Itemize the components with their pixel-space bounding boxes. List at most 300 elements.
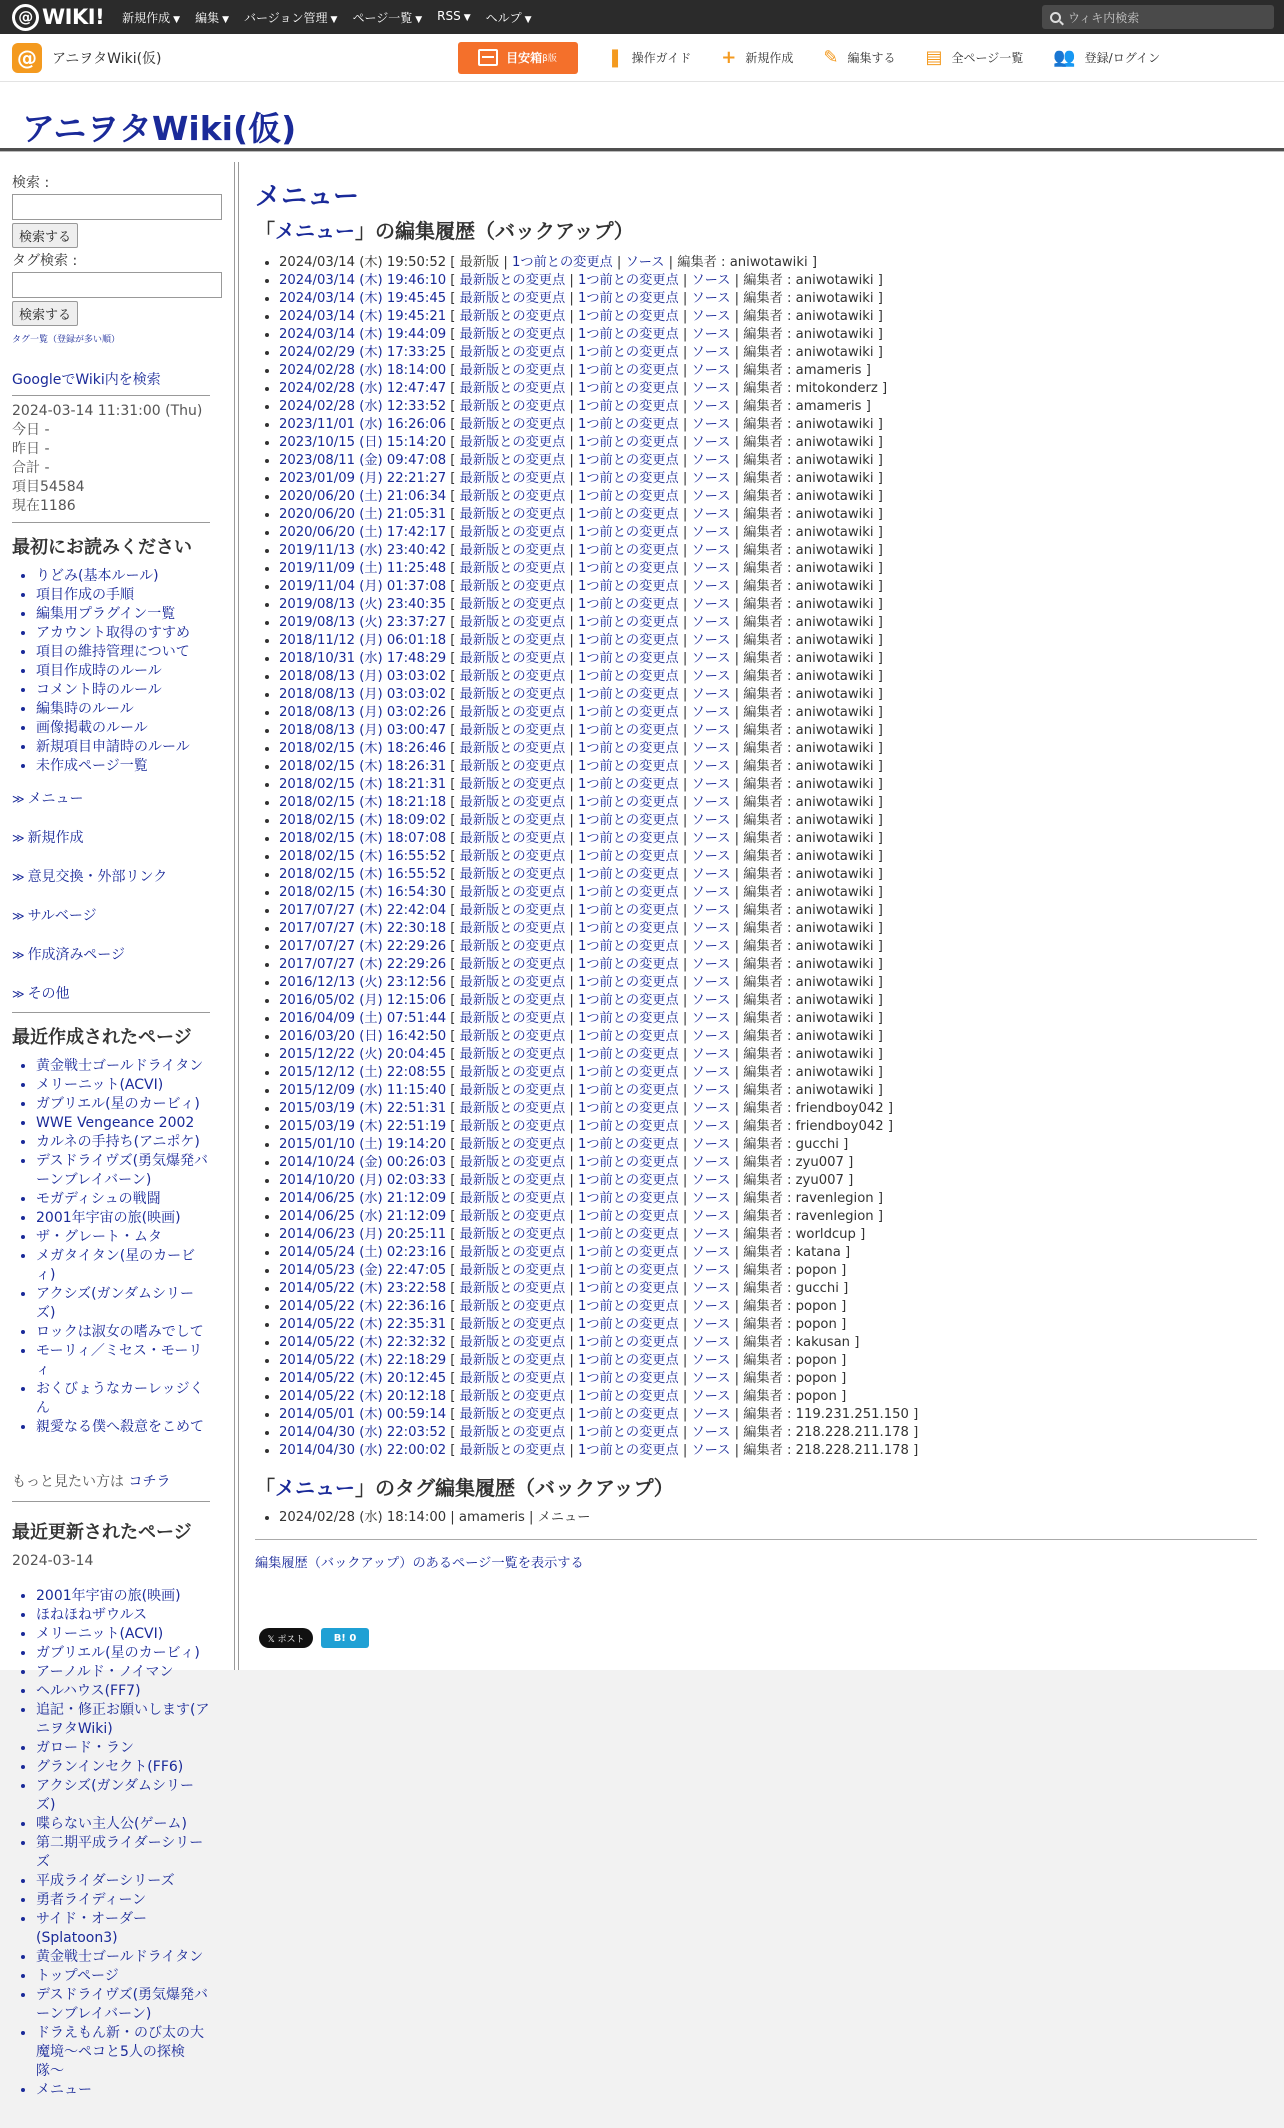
- history-date[interactable]: 2024/03/14 (木) 19:44:09: [279, 327, 447, 342]
- recent-updated-item[interactable]: • ガロード・ラン: [36, 1739, 212, 1758]
- history-date[interactable]: 2024/02/28 (水) 12:33:52: [279, 399, 447, 414]
- history-date[interactable]: 2018/02/15 (木) 18:09:02: [279, 813, 447, 828]
- diff-prev-link[interactable]: 1つ前との変更点: [577, 723, 679, 738]
- source-link[interactable]: ソース: [691, 1335, 731, 1350]
- diff-prev-link[interactable]: 1つ前との変更点: [577, 741, 679, 756]
- diff-prev-link[interactable]: 1つ前との変更点: [577, 903, 679, 918]
- top-menu-item[interactable]: [352, 9, 422, 26]
- diff-latest-link[interactable]: 最新版との変更点: [459, 903, 566, 918]
- read-first-item[interactable]: • 編集用プラグイン一覧: [36, 605, 212, 624]
- history-date[interactable]: 2024/03/14 (木) 19:45:45: [279, 291, 447, 306]
- source-link[interactable]: ソース: [691, 1047, 731, 1062]
- recent-created-item[interactable]: • 2001年宇宙の旅(映画): [36, 1209, 212, 1228]
- diff-prev-link[interactable]: 1つ前との変更点: [577, 1353, 679, 1368]
- history-date[interactable]: 2018/02/15 (木) 16:55:52: [279, 849, 447, 864]
- source-link[interactable]: ソース: [691, 1119, 731, 1134]
- read-first-item[interactable]: • 未作成ページ一覧: [36, 757, 212, 776]
- top-menu-item[interactable]: [195, 9, 229, 26]
- source-link[interactable]: ソース: [691, 1173, 731, 1188]
- history-date[interactable]: 2018/02/15 (木) 18:26:31: [279, 759, 447, 774]
- diff-latest-link[interactable]: 最新版との変更点: [459, 1407, 566, 1422]
- wiki-logo[interactable]: [12, 4, 104, 31]
- diff-prev-link[interactable]: 1つ前との変更点: [577, 1245, 679, 1260]
- diff-prev-link[interactable]: 1つ前との変更点: [577, 1173, 679, 1188]
- history-date[interactable]: 2024/03/14 (木) 19:45:21: [279, 309, 447, 324]
- top-menu-item[interactable]: [244, 9, 337, 26]
- diff-latest-link[interactable]: 最新版との変更点: [459, 579, 566, 594]
- read-first-item[interactable]: • 項目作成の手順: [36, 586, 212, 605]
- source-link[interactable]: ソース: [691, 471, 731, 486]
- diff-latest-link[interactable]: 最新版との変更点: [459, 867, 566, 882]
- read-first-item[interactable]: • アカウント取得のすすめ: [36, 624, 212, 643]
- diff-prev-link[interactable]: 1つ前との変更点: [577, 1119, 679, 1134]
- diff-prev-link[interactable]: 1つ前との変更点: [577, 957, 679, 972]
- source-link[interactable]: ソース: [691, 1137, 731, 1152]
- diff-latest-link[interactable]: 最新版との変更点: [459, 1209, 566, 1224]
- source-link[interactable]: ソース: [691, 795, 731, 810]
- history-date[interactable]: 2014/06/25 (水) 21:12:09: [279, 1209, 447, 1224]
- diff-latest-link[interactable]: 最新版との変更点: [459, 597, 566, 612]
- sidebar-section-toggle[interactable]: [12, 944, 212, 964]
- source-link[interactable]: ソース: [691, 993, 731, 1008]
- history-page-link[interactable]: メニュー: [275, 219, 355, 243]
- source-link[interactable]: ソース: [691, 1443, 731, 1458]
- diff-latest-link[interactable]: 最新版との変更点: [459, 1065, 566, 1080]
- source-link[interactable]: ソース: [691, 921, 731, 936]
- diff-prev-link[interactable]: 1つ前との変更点: [577, 1281, 679, 1296]
- diff-prev-link[interactable]: 1つ前との変更点: [577, 453, 679, 468]
- diff-latest-link[interactable]: 最新版との変更点: [459, 1101, 566, 1116]
- source-link[interactable]: ソース: [691, 939, 731, 954]
- diff-latest-link[interactable]: 最新版との変更点: [459, 417, 566, 432]
- history-date[interactable]: 2018/08/13 (月) 03:03:02: [279, 687, 447, 702]
- create-action[interactable]: [721, 47, 793, 68]
- history-date[interactable]: 2023/08/11 (金) 09:47:08: [279, 453, 447, 468]
- diff-latest-link[interactable]: 最新版との変更点: [459, 471, 566, 486]
- history-date[interactable]: 2016/05/02 (月) 12:15:06: [279, 993, 447, 1008]
- history-date[interactable]: 2024/02/28 (水) 18:14:00: [279, 363, 447, 378]
- diff-prev-link[interactable]: 1つ前との変更点: [577, 1137, 679, 1152]
- history-date[interactable]: 2014/05/22 (木) 23:22:58: [279, 1281, 447, 1296]
- diff-latest-link[interactable]: 最新版との変更点: [459, 1029, 566, 1044]
- history-date[interactable]: 2015/01/10 (土) 19:14:20: [279, 1137, 447, 1152]
- source-link[interactable]: ソース: [691, 507, 731, 522]
- diff-prev-link[interactable]: 1つ前との変更点: [577, 1101, 679, 1116]
- diff-latest-link[interactable]: 最新版との変更点: [459, 1047, 566, 1062]
- diff-prev-link[interactable]: 1つ前との変更点: [577, 813, 679, 828]
- recent-updated-item[interactable]: • メニュー: [36, 2081, 212, 2100]
- diff-prev-link[interactable]: 1つ前との変更点: [577, 489, 679, 504]
- history-date[interactable]: 2014/10/20 (月) 02:03:33: [279, 1173, 447, 1188]
- recent-updated-item[interactable]: • ヘルハウス(FF7): [36, 1682, 212, 1701]
- diff-latest-link[interactable]: 最新版との変更点: [459, 1191, 566, 1206]
- diff-prev-link[interactable]: 1つ前との変更点: [577, 507, 679, 522]
- google-search-link[interactable]: GoogleでWiki内を検索: [12, 372, 161, 388]
- diff-prev-link[interactable]: 1つ前との変更点: [577, 633, 679, 648]
- source-link[interactable]: ソース: [691, 867, 731, 882]
- source-link[interactable]: ソース: [691, 363, 731, 378]
- diff-prev-link[interactable]: 1つ前との変更点: [577, 867, 679, 882]
- diff-latest-link[interactable]: 最新版との変更点: [459, 1173, 566, 1188]
- history-date[interactable]: 2014/05/24 (土) 02:23:16: [279, 1245, 447, 1260]
- diff-prev-link[interactable]: 1つ前との変更点: [577, 561, 679, 576]
- source-link[interactable]: ソース: [691, 1389, 731, 1404]
- diff-prev-link[interactable]: 1つ前との変更点: [577, 1227, 679, 1242]
- read-first-item[interactable]: • 新規項目申請時のルール: [36, 738, 212, 757]
- source-link[interactable]: ソース: [691, 759, 731, 774]
- source-link[interactable]: ソース: [691, 957, 731, 972]
- source-link[interactable]: ソース: [691, 399, 731, 414]
- diff-prev-link[interactable]: 1つ前との変更点: [577, 579, 679, 594]
- diff-prev-link[interactable]: 1つ前との変更点: [577, 759, 679, 774]
- history-date[interactable]: 2014/05/22 (木) 20:12:18: [279, 1389, 447, 1404]
- history-date[interactable]: 2023/01/09 (月) 22:21:27: [279, 471, 447, 486]
- history-date[interactable]: 2017/07/27 (木) 22:29:26: [279, 939, 447, 954]
- history-date[interactable]: 2014/06/25 (水) 21:12:09: [279, 1191, 447, 1206]
- history-date[interactable]: 2018/08/13 (月) 03:02:26: [279, 705, 447, 720]
- hatena-bookmark-button[interactable]: B! 0: [321, 1628, 369, 1648]
- history-date[interactable]: 2015/12/09 (水) 11:15:40: [279, 1083, 447, 1098]
- history-date[interactable]: 2018/08/13 (月) 03:00:47: [279, 723, 447, 738]
- source-link[interactable]: ソース: [691, 831, 731, 846]
- recent-created-item[interactable]: • ザ・グレート・ムタ: [36, 1228, 212, 1247]
- site-search-input[interactable]: [1042, 5, 1274, 29]
- source-link[interactable]: ソース: [691, 489, 731, 504]
- diff-prev-link[interactable]: 1つ前との変更点: [577, 1155, 679, 1170]
- source-link[interactable]: ソース: [691, 1371, 731, 1386]
- diff-prev-link[interactable]: 1つ前との変更点: [577, 1389, 679, 1404]
- diff-latest-link[interactable]: 最新版との変更点: [459, 975, 566, 990]
- diff-latest-link[interactable]: 最新版との変更点: [459, 669, 566, 684]
- history-date[interactable]: 2020/06/20 (土) 21:05:31: [279, 507, 447, 522]
- diff-latest-link[interactable]: 最新版との変更点: [459, 435, 566, 450]
- source-link[interactable]: ソース: [691, 309, 731, 324]
- recent-updated-item[interactable]: • 黄金戦士ゴールドライタン: [36, 1948, 212, 1967]
- recent-created-item[interactable]: • モーリィ／ミセス・モーリィ: [36, 1342, 212, 1380]
- source-link[interactable]: ソース: [691, 1407, 731, 1422]
- history-date[interactable]: 2014/05/22 (木) 22:32:32: [279, 1335, 447, 1350]
- diff-prev-link[interactable]: 1つ前との変更点: [577, 975, 679, 990]
- recent-updated-item[interactable]: • 追記・修正お願いします(アニヲタWiki): [36, 1701, 212, 1739]
- diff-latest-link[interactable]: 最新版との変更点: [459, 885, 566, 900]
- source-link[interactable]: ソース: [691, 849, 731, 864]
- sidebar-section-toggle[interactable]: [12, 866, 212, 886]
- source-link[interactable]: ソース: [691, 327, 731, 342]
- history-date[interactable]: 2014/05/22 (木) 22:18:29: [279, 1353, 447, 1368]
- recent-created-item[interactable]: • カルネの手持ち(アニポケ): [36, 1133, 212, 1152]
- source-link[interactable]: ソース: [691, 1353, 731, 1368]
- source-link[interactable]: ソース: [691, 651, 731, 666]
- tag-search-button[interactable]: 検索する: [12, 301, 78, 326]
- source-link[interactable]: ソース: [691, 273, 731, 288]
- source-link[interactable]: ソース: [691, 417, 731, 432]
- diff-latest-link[interactable]: 最新版との変更点: [459, 399, 566, 414]
- diff-prev-link[interactable]: 1つ前との変更点: [577, 1011, 679, 1026]
- diff-prev-link[interactable]: 1つ前との変更点: [577, 399, 679, 414]
- diff-prev-link[interactable]: 1つ前との変更点: [577, 435, 679, 450]
- recent-created-item[interactable]: • 親愛なる僕へ殺意をこめて: [36, 1418, 212, 1437]
- history-date[interactable]: 2016/12/13 (火) 23:12:56: [279, 975, 447, 990]
- diff-prev-link[interactable]: 1つ前との変更点: [577, 651, 679, 666]
- diff-prev-link[interactable]: 1つ前との変更点: [577, 1407, 679, 1422]
- source-link[interactable]: ソース: [691, 1029, 731, 1044]
- source-link[interactable]: ソース: [691, 1209, 731, 1224]
- history-date[interactable]: 2018/02/15 (木) 16:54:30: [279, 885, 447, 900]
- diff-prev-link[interactable]: 1つ前との変更点: [577, 1425, 679, 1440]
- diff-prev-link[interactable]: 1つ前との変更点: [577, 1065, 679, 1080]
- history-date[interactable]: 2014/04/30 (水) 22:00:02: [279, 1443, 447, 1458]
- diff-latest-link[interactable]: 最新版との変更点: [459, 687, 566, 702]
- history-date[interactable]: 2019/11/09 (土) 11:25:48: [279, 561, 447, 576]
- diff-prev-link[interactable]: 1つ前との変更点: [577, 1299, 679, 1314]
- diff-prev-link[interactable]: 1つ前との変更点: [577, 849, 679, 864]
- diff-prev-link[interactable]: 1つ前との変更点: [577, 291, 679, 306]
- source-link[interactable]: ソース: [691, 975, 731, 990]
- history-date[interactable]: 2015/12/22 (火) 20:04:45: [279, 1047, 447, 1062]
- read-first-item[interactable]: • 編集時のルール: [36, 700, 212, 719]
- diff-prev-link[interactable]: 1つ前との変更点: [577, 1443, 679, 1458]
- history-date[interactable]: 2018/11/12 (月) 06:01:18: [279, 633, 447, 648]
- diff-prev-link[interactable]: 1つ前との変更点: [577, 885, 679, 900]
- history-date[interactable]: 2024/02/29 (木) 17:33:25: [279, 345, 447, 360]
- diff-latest-link[interactable]: 最新版との変更点: [459, 723, 566, 738]
- diff-prev-link[interactable]: 1つ前との変更点: [577, 345, 679, 360]
- source-link[interactable]: ソース: [691, 669, 731, 684]
- source-link[interactable]: ソース: [691, 633, 731, 648]
- diff-latest-link[interactable]: 最新版との変更点: [459, 489, 566, 504]
- diff-prev-link[interactable]: 1つ前との変更点: [577, 525, 679, 540]
- sidebar-search-input[interactable]: [12, 194, 222, 220]
- history-date[interactable]: 2017/07/27 (木) 22:42:04: [279, 903, 447, 918]
- history-date[interactable]: 2024/03/14 (木) 19:46:10: [279, 273, 447, 288]
- diff-prev-link[interactable]: 1つ前との変更点: [577, 309, 679, 324]
- all-backup-pages-link[interactable]: 編集履歴（バックアップ）のあるページ一覧を表示する: [255, 1556, 584, 1571]
- recent-created-item[interactable]: • モガディシュの戦闘: [36, 1190, 212, 1209]
- diff-prev-link[interactable]: 1つ前との変更点: [577, 687, 679, 702]
- source-link[interactable]: ソース: [691, 291, 731, 306]
- history-date[interactable]: 2017/07/27 (木) 22:29:26: [279, 957, 447, 972]
- recent-updated-item[interactable]: • ガブリエル(星のカービィ): [36, 1644, 212, 1663]
- recent-updated-item[interactable]: • 第二期平成ライダーシリーズ: [36, 1834, 212, 1872]
- diff-latest-link[interactable]: 最新版との変更点: [459, 1137, 566, 1152]
- recent-created-item[interactable]: • メリーニット(ACVI): [36, 1076, 212, 1095]
- suggestion-box-button[interactable]: [458, 42, 578, 74]
- diff-latest-link[interactable]: 最新版との変更点: [459, 543, 566, 558]
- diff-prev-link[interactable]: 1つ前との変更点: [577, 543, 679, 558]
- diff-latest-link[interactable]: 最新版との変更点: [459, 741, 566, 756]
- all-pages-action[interactable]: [925, 47, 1023, 68]
- read-first-item[interactable]: • コメント時のルール: [36, 681, 212, 700]
- history-date[interactable]: 2024/02/28 (水) 12:47:47: [279, 381, 447, 396]
- source-link[interactable]: ソース: [691, 1245, 731, 1260]
- source-link[interactable]: ソース: [691, 1065, 731, 1080]
- recent-updated-item[interactable]: • デスドライヴズ(勇気爆発バーンブレイバーン): [36, 1986, 212, 2024]
- history-date[interactable]: 2015/12/12 (土) 22:08:55: [279, 1065, 447, 1080]
- history-date[interactable]: 2017/07/27 (木) 22:30:18: [279, 921, 447, 936]
- sidebar-search-button[interactable]: 検索する: [12, 223, 78, 248]
- recent-updated-item[interactable]: • 勇者ライディーン: [36, 1891, 212, 1910]
- source-link[interactable]: ソース: [691, 1263, 731, 1278]
- source-link[interactable]: ソース: [691, 1281, 731, 1296]
- diff-prev-link[interactable]: 1つ前との変更点: [577, 1191, 679, 1206]
- diff-prev-link[interactable]: 1つ前との変更点: [577, 327, 679, 342]
- diff-prev-link[interactable]: 1つ前との変更点: [512, 255, 613, 270]
- sidebar-section-toggle[interactable]: [12, 983, 212, 1003]
- diff-prev-link[interactable]: 1つ前との変更点: [577, 1083, 679, 1098]
- recent-created-item[interactable]: • アクシズ(ガンダムシリーズ): [36, 1285, 212, 1323]
- diff-latest-link[interactable]: 最新版との変更点: [459, 1281, 566, 1296]
- diff-prev-link[interactable]: 1つ前との変更点: [577, 777, 679, 792]
- diff-latest-link[interactable]: 最新版との変更点: [459, 507, 566, 522]
- diff-latest-link[interactable]: 最新版との変更点: [459, 1299, 566, 1314]
- read-first-item[interactable]: • 項目作成時のルール: [36, 662, 212, 681]
- source-link[interactable]: ソース: [691, 885, 731, 900]
- diff-prev-link[interactable]: 1つ前との変更点: [577, 705, 679, 720]
- tag-search-input[interactable]: [12, 272, 222, 298]
- history-date[interactable]: 2014/10/24 (金) 00:26:03: [279, 1155, 447, 1170]
- recent-created-item[interactable]: • デスドライヴズ(勇気爆発バーンブレイバーン): [36, 1152, 212, 1190]
- top-menu-item[interactable]: [486, 9, 532, 26]
- recent-updated-item[interactable]: • 平成ライダーシリーズ: [36, 1872, 212, 1891]
- diff-prev-link[interactable]: 1つ前との変更点: [577, 273, 679, 288]
- recent-created-item[interactable]: • ロックは淑女の嗜みでして: [36, 1323, 212, 1342]
- diff-latest-link[interactable]: 最新版との変更点: [459, 1353, 566, 1368]
- history-date[interactable]: 2023/10/15 (日) 15:14:20: [279, 435, 447, 450]
- history-date[interactable]: 2018/02/15 (木) 18:07:08: [279, 831, 447, 846]
- diff-latest-link[interactable]: 最新版との変更点: [459, 777, 566, 792]
- history-date[interactable]: 2019/11/13 (水) 23:40:42: [279, 543, 447, 558]
- diff-prev-link[interactable]: 1つ前との変更点: [577, 1335, 679, 1350]
- top-menu-item[interactable]: [437, 9, 471, 26]
- diff-latest-link[interactable]: 最新版との変更点: [459, 1245, 566, 1260]
- diff-prev-link[interactable]: 1つ前との変更点: [577, 993, 679, 1008]
- diff-prev-link[interactable]: 1つ前との変更点: [577, 831, 679, 846]
- history-date[interactable]: 2014/06/23 (月) 20:25:11: [279, 1227, 447, 1242]
- source-link[interactable]: ソース: [691, 741, 731, 756]
- diff-latest-link[interactable]: 最新版との変更点: [459, 849, 566, 864]
- history-date[interactable]: 2016/03/20 (日) 16:42:50: [279, 1029, 447, 1044]
- history-date[interactable]: 2016/04/09 (土) 07:51:44: [279, 1011, 447, 1026]
- diff-prev-link[interactable]: 1つ前との変更点: [577, 1029, 679, 1044]
- recent-created-item[interactable]: • ガブリエル(星のカービィ): [36, 1095, 212, 1114]
- recent-updated-item[interactable]: • グランインセクト(FF6): [36, 1758, 212, 1777]
- source-link[interactable]: ソース: [691, 1191, 731, 1206]
- history-date[interactable]: 2019/08/13 (火) 23:40:35: [279, 597, 447, 612]
- diff-latest-link[interactable]: 最新版との変更点: [459, 993, 566, 1008]
- history-date[interactable]: 2020/06/20 (土) 17:42:17: [279, 525, 447, 540]
- recent-updated-item[interactable]: • トップページ: [36, 1967, 212, 1986]
- diff-latest-link[interactable]: 最新版との変更点: [459, 345, 566, 360]
- diff-latest-link[interactable]: 最新版との変更点: [459, 327, 566, 342]
- history-date[interactable]: 2020/06/20 (土) 21:06:34: [279, 489, 447, 504]
- diff-latest-link[interactable]: 最新版との変更点: [459, 291, 566, 306]
- history-date[interactable]: 2019/11/04 (月) 01:37:08: [279, 579, 447, 594]
- diff-latest-link[interactable]: 最新版との変更点: [459, 309, 566, 324]
- diff-prev-link[interactable]: 1つ前との変更点: [577, 921, 679, 936]
- source-link[interactable]: ソース: [691, 1317, 731, 1332]
- recent-updated-item[interactable]: • 喋らない主人公(ゲーム): [36, 1815, 212, 1834]
- diff-prev-link[interactable]: 1つ前との変更点: [577, 615, 679, 630]
- history-date[interactable]: 2018/02/15 (木) 18:21:18: [279, 795, 447, 810]
- edit-action[interactable]: [823, 47, 895, 68]
- history-date[interactable]: 2019/08/13 (火) 23:37:27: [279, 615, 447, 630]
- more-link[interactable]: コチラ: [128, 1474, 171, 1490]
- sidebar-section-toggle[interactable]: [12, 905, 212, 925]
- diff-latest-link[interactable]: 最新版との変更点: [459, 1011, 566, 1026]
- source-link[interactable]: ソース: [691, 687, 731, 702]
- diff-latest-link[interactable]: 最新版との変更点: [459, 1227, 566, 1242]
- diff-latest-link[interactable]: 最新版との変更点: [459, 525, 566, 540]
- diff-latest-link[interactable]: 最新版との変更点: [459, 273, 566, 288]
- recent-updated-item[interactable]: • メリーニット(ACVI): [36, 1625, 212, 1644]
- sidebar-section-toggle[interactable]: [12, 827, 212, 847]
- diff-prev-link[interactable]: 1つ前との変更点: [577, 1209, 679, 1224]
- recent-updated-item[interactable]: • ほねほねザウルス: [36, 1606, 212, 1625]
- site-logo[interactable]: [12, 43, 162, 73]
- recent-updated-item[interactable]: • ドラえもん新・のび太の大魔境〜ペコと5人の探検隊〜: [36, 2024, 212, 2081]
- source-link[interactable]: ソース: [691, 579, 731, 594]
- history-date[interactable]: 2014/05/01 (木) 00:59:14: [279, 1407, 447, 1422]
- diff-prev-link[interactable]: 1つ前との変更点: [577, 363, 679, 378]
- diff-latest-link[interactable]: 最新版との変更点: [459, 1083, 566, 1098]
- diff-prev-link[interactable]: 1つ前との変更点: [577, 597, 679, 612]
- diff-prev-link[interactable]: 1つ前との変更点: [577, 939, 679, 954]
- diff-latest-link[interactable]: 最新版との変更点: [459, 759, 566, 774]
- diff-latest-link[interactable]: 最新版との変更点: [459, 705, 566, 720]
- history-date[interactable]: 2015/03/19 (木) 22:51:31: [279, 1101, 447, 1116]
- source-link[interactable]: ソース: [691, 723, 731, 738]
- diff-latest-link[interactable]: 最新版との変更点: [459, 831, 566, 846]
- history-date[interactable]: 2018/02/15 (木) 16:55:52: [279, 867, 447, 882]
- source-link[interactable]: ソース: [691, 1083, 731, 1098]
- source-link[interactable]: ソース: [691, 1227, 731, 1242]
- tag-list-link[interactable]: タグ一覧（登録が多い順）: [12, 335, 121, 345]
- diff-latest-link[interactable]: 最新版との変更点: [459, 1335, 566, 1350]
- top-menu-item[interactable]: [122, 9, 180, 26]
- diff-latest-link[interactable]: 最新版との変更点: [459, 1155, 566, 1170]
- tweet-button[interactable]: 𝕏 ポスト: [259, 1628, 313, 1648]
- source-link[interactable]: ソース: [691, 1011, 731, 1026]
- login-action[interactable]: [1053, 47, 1160, 68]
- wiki-title[interactable]: アニヲタWiki(仮): [22, 109, 297, 148]
- history-date[interactable]: 2014/05/23 (金) 22:47:05: [279, 1263, 447, 1278]
- diff-latest-link[interactable]: 最新版との変更点: [459, 615, 566, 630]
- source-link[interactable]: ソース: [691, 1101, 731, 1116]
- diff-latest-link[interactable]: 最新版との変更点: [459, 795, 566, 810]
- diff-prev-link[interactable]: 1つ前との変更点: [577, 1263, 679, 1278]
- diff-prev-link[interactable]: 1つ前との変更点: [577, 669, 679, 684]
- diff-latest-link[interactable]: 最新版との変更点: [459, 1425, 566, 1440]
- recent-updated-item[interactable]: • 2001年宇宙の旅(映画): [36, 1587, 212, 1606]
- history-date[interactable]: 2014/05/22 (木) 22:36:16: [279, 1299, 447, 1314]
- source-link[interactable]: ソース: [691, 597, 731, 612]
- source-link[interactable]: ソース: [691, 435, 731, 450]
- page-title[interactable]: メニュー: [255, 182, 360, 212]
- diff-latest-link[interactable]: 最新版との変更点: [459, 381, 566, 396]
- source-link[interactable]: ソース: [691, 543, 731, 558]
- diff-latest-link[interactable]: 最新版との変更点: [459, 1371, 566, 1386]
- diff-latest-link[interactable]: 最新版との変更点: [459, 453, 566, 468]
- diff-latest-link[interactable]: 最新版との変更点: [459, 1317, 566, 1332]
- history-date[interactable]: 2014/04/30 (水) 22:03:52: [279, 1425, 447, 1440]
- diff-prev-link[interactable]: 1つ前との変更点: [577, 795, 679, 810]
- history-date[interactable]: 2018/02/15 (木) 18:21:31: [279, 777, 447, 792]
- source-link[interactable]: ソース: [691, 381, 731, 396]
- source-link[interactable]: ソース: [691, 705, 731, 720]
- diff-latest-link[interactable]: 最新版との変更点: [459, 561, 566, 576]
- source-link[interactable]: ソース: [691, 1155, 731, 1170]
- recent-updated-item[interactable]: • アーノルド・ノイマン: [36, 1663, 212, 1682]
